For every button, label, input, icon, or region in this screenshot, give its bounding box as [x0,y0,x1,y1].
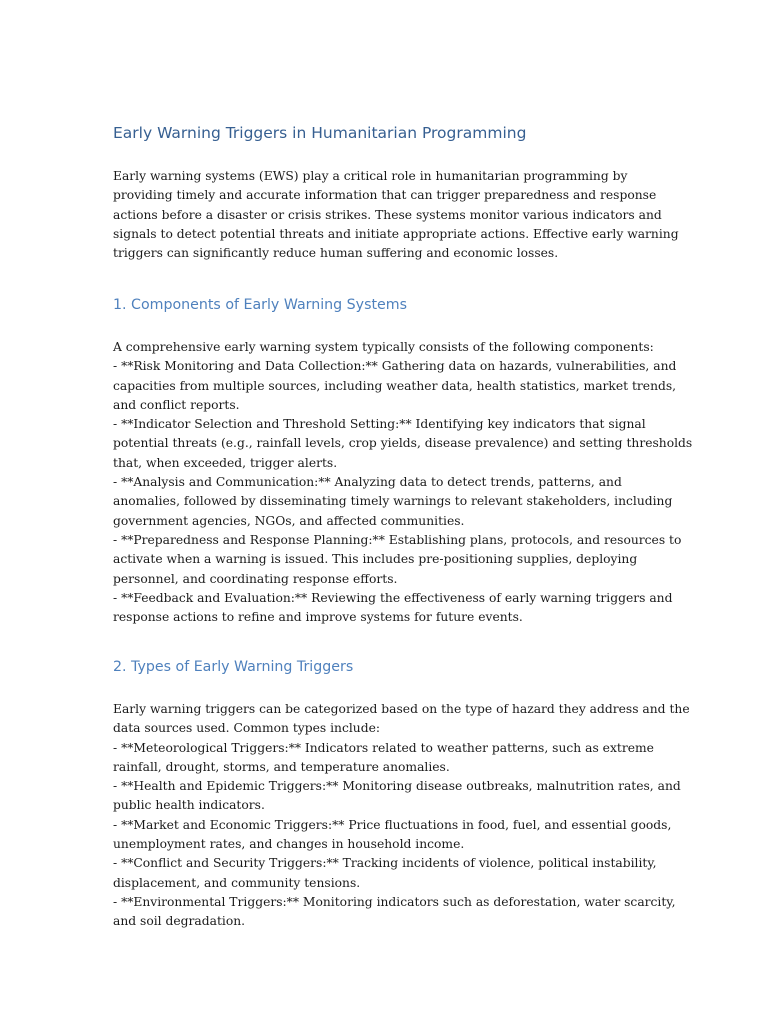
text-line: anomalies, followed by disseminating timely warnings to relevant stakeholders, including [113,494,673,509]
text-line: unemployment rates, and changes in household income. [113,837,465,852]
text-line: potential threats (e.g., rainfall levels, crop yields, disease prevalence) and setting thresholds [113,436,693,451]
section-heading-components: 1. Components of Early Warning Systems [113,297,407,313]
text-line: government agencies, NGOs, and affected communities. [113,513,465,528]
document-title: Early Warning Triggers in Humanitarian Programming [113,124,527,142]
list-item-line: - **Conflict and Security Triggers:** Tracking incidents of violence, political instability, [113,856,657,871]
section-body-components [113,338,693,627]
text-line: and soil degradation. [113,914,246,929]
text-line: triggers can significantly reduce human suffering and economic losses. [113,246,559,261]
text-line: that, when exceeded, trigger alerts. [113,455,338,470]
list-item-line: - **Market and Economic Triggers:** Price fluctuations in food, fuel, and essential goods, [113,817,672,832]
text-line: capacities from multiple sources, including weather data, health statistics, market trends, [113,378,677,393]
text-line: Early warning systems (EWS) play a critical role in humanitarian programming by [113,169,628,183]
list-item-line: - **Feedback and Evaluation:** Reviewing the effectiveness of early warning triggers and [113,590,673,605]
list-item-line: - **Risk Monitoring and Data Collection:** Gathering data on hazards, vulnerabilities, and [113,359,677,374]
text-line: public health indicators. [113,798,265,813]
text-line: rainfall, drought, storms, and temperature anomalies. [113,759,450,774]
text-line: and conflict reports. [113,397,240,412]
text-line: A comprehensive early warning system typically consists of the following components: [113,340,654,354]
text-line: providing timely and accurate information that can trigger preparedness and response [113,188,657,203]
list-item-line: - **Preparedness and Response Planning:** Establishing plans, protocols, and resources to [113,532,682,547]
list-item-line: - **Environmental Triggers:** Monitoring indicators such as deforestation, water scarcity, [113,894,676,909]
text-line: Early warning triggers can be categorized based on the type of hazard they address and the [113,702,690,716]
list-item-line: - **Indicator Selection and Threshold Setting:** Identifying key indicators that signal [113,417,646,432]
text-line: actions before a disaster or crisis strikes. These systems monitor various indicators and [113,207,662,222]
list-item-line: - **Analysis and Communication:** Analyzing data to detect trends, patterns, and [113,475,622,490]
text-line: personnel, and coordinating response efforts. [113,571,398,586]
text-line: displacement, and community tensions. [113,875,361,890]
intro-paragraph [113,167,679,263]
text-line: activate when a warning is issued. This includes pre-positioning supplies, deploying [113,552,638,567]
text-line: response actions to refine and improve systems for future events. [113,610,523,625]
section-body-types [113,700,690,932]
text-line: data sources used. Common types include: [113,721,380,736]
list-item-line: - **Health and Epidemic Triggers:** Monitoring disease outbreaks, malnutrition rates, and [113,779,681,794]
list-item-line: - **Meteorological Triggers:** Indicators related to weather patterns, such as extreme [113,740,654,755]
text-line: signals to detect potential threats and initiate appropriate actions. Effective early warning [113,226,679,241]
section-heading-types: 2. Types of Early Warning Triggers [113,659,354,675]
